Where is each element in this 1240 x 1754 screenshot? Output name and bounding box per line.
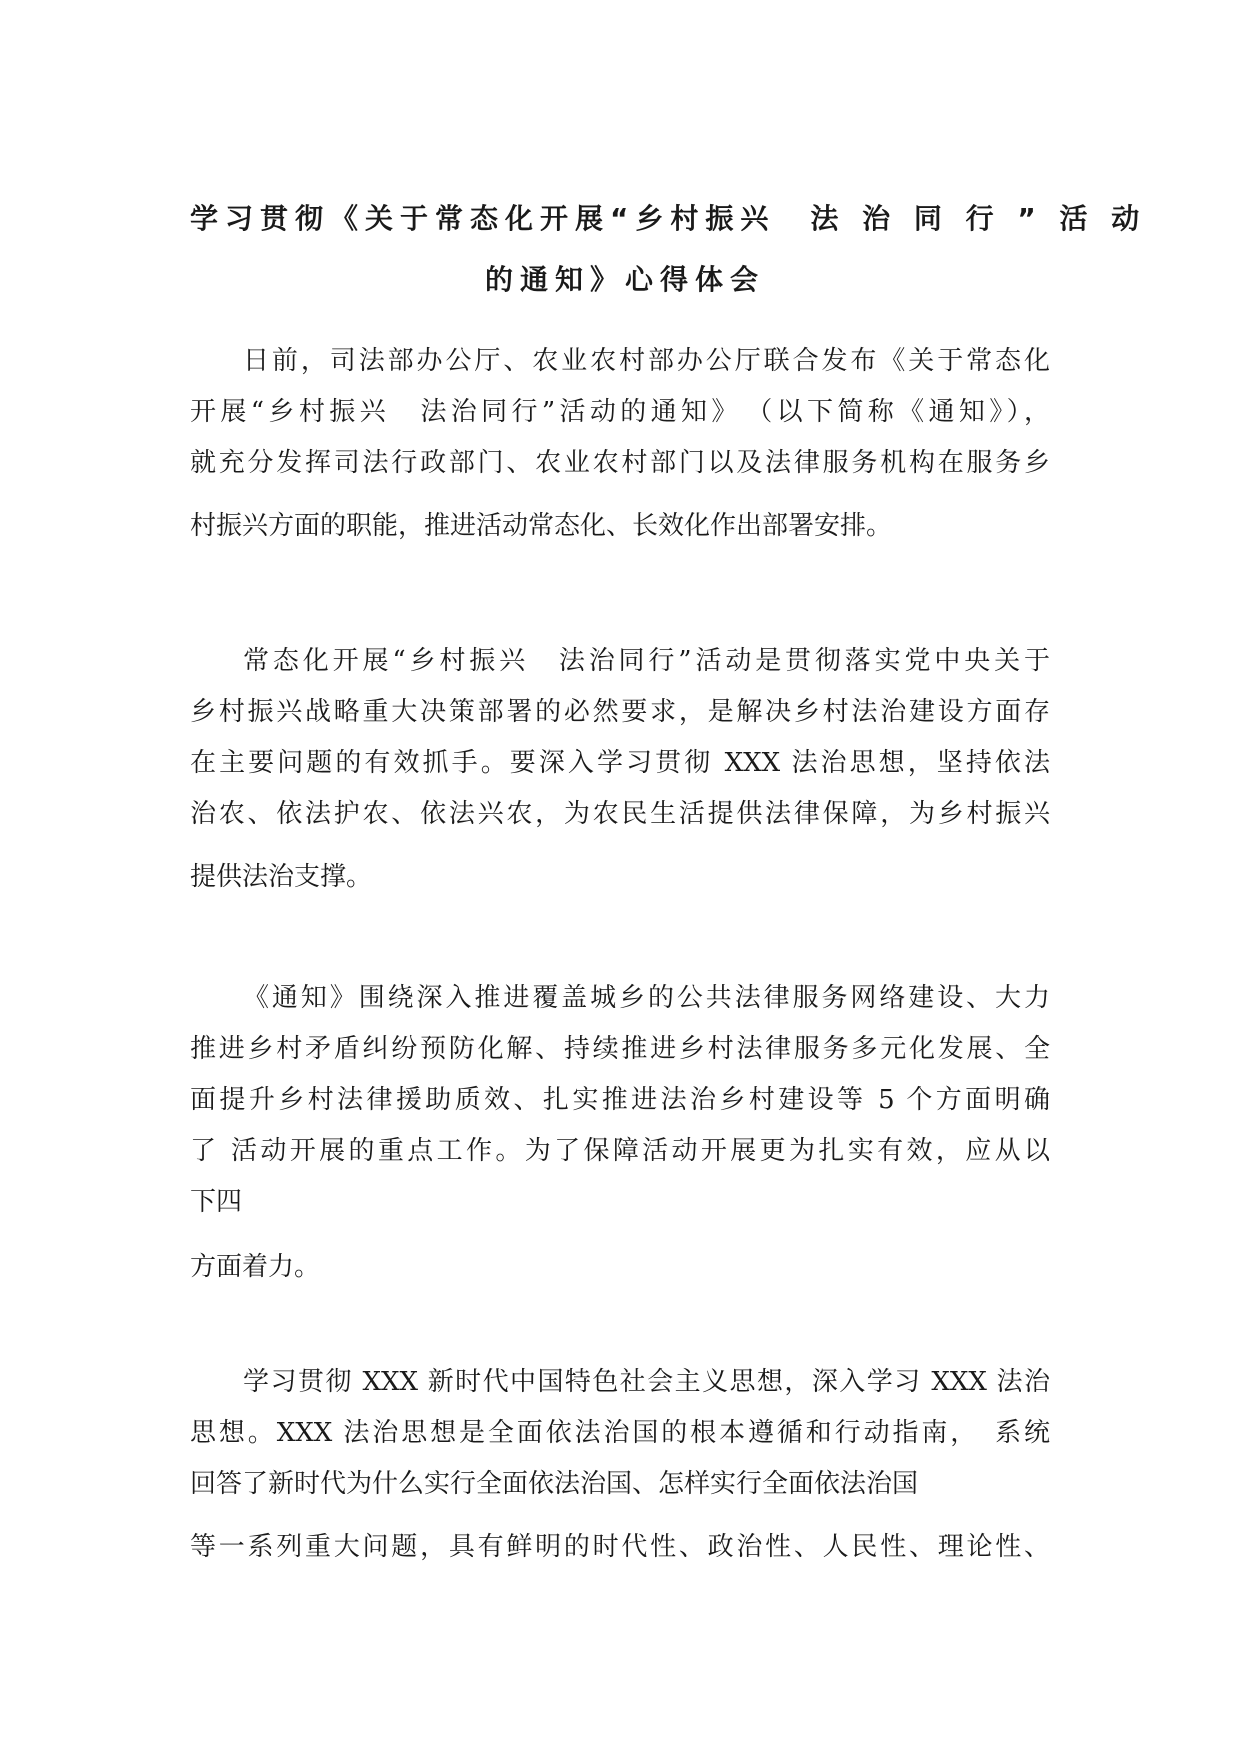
paragraph-3-line-3: 面提升乡村法律援助质效、扎实推进法治乡村建设等 5 个方面明确 bbox=[190, 1085, 1050, 1115]
paragraph-4-line-4: 等一系列重大问题，具有鲜明的时代性、政治性、人民性、理论性、 bbox=[190, 1532, 1050, 1562]
paragraph-4-line-2: 思想。XXX 法治思想是全面依法治国的根本遵循和行动指南， 系统 bbox=[190, 1418, 1050, 1448]
paragraph-3-line-1: 《通知》围绕深入推进覆盖城乡的公共法律服务网络建设、大力 bbox=[243, 983, 1050, 1013]
paragraph-2-line-1: 常态化开展“乡村振兴 法治同行”活动是贯彻落实党中央关于 bbox=[243, 646, 1050, 676]
paragraph-3-line-5: 下四 bbox=[190, 1187, 243, 1217]
document-title-line-1: 学习贯彻《关于常态化开展“乡村振兴 法 治 同 行 ” 活 动 bbox=[190, 202, 1147, 235]
paragraph-1-line-3: 就充分发挥司法行政部门、农业农村部门以及法律服务机构在服务乡 bbox=[190, 448, 1050, 478]
paragraph-2-line-4: 治农、依法护农、依法兴农，为农民生活提供法律保障，为乡村振兴 bbox=[190, 799, 1050, 829]
paragraph-2-line-2: 乡村振兴战略重大决策部署的必然要求，是解决乡村法治建设方面存 bbox=[190, 697, 1050, 727]
paragraph-2-line-3: 在主要问题的有效抓手。要深入学习贯彻 XXX 法治思想，坚持依法 bbox=[190, 748, 1050, 778]
paragraph-4-line-1: 学习贯彻 XXX 新时代中国特色社会主义思想，深入学习 XXX 法治 bbox=[243, 1367, 1050, 1397]
paragraph-1-line-2: 开展“乡村振兴 法治同行”活动的通知》 （以下简称《通知》）， bbox=[190, 397, 1050, 427]
paragraph-4-line-3: 回答了新时代为什么实行全面依法治国、怎样实行全面依法治国 bbox=[190, 1469, 919, 1499]
paragraph-2-line-5: 提供法治支撑。 bbox=[190, 862, 373, 892]
paragraph-3-line-4: 了 活动开展的重点工作。为了保障活动开展更为扎实有效，应从以 bbox=[190, 1136, 1050, 1166]
paragraph-3-line-6: 方面着力。 bbox=[190, 1252, 321, 1282]
paragraph-3-line-2: 推进乡村矛盾纠纷预防化解、持续推进乡村法律服务多元化发展、全 bbox=[190, 1034, 1050, 1064]
paragraph-1-line-1: 日前，司法部办公厅、农业农村部办公厅联合发布《关于常态化 bbox=[243, 346, 1050, 376]
document-title-line-2: 的通知》心得体会 bbox=[484, 263, 765, 296]
paragraph-1-line-4: 村振兴方面的职能，推进活动常态化、长效化作出部署安排。 bbox=[190, 511, 893, 541]
